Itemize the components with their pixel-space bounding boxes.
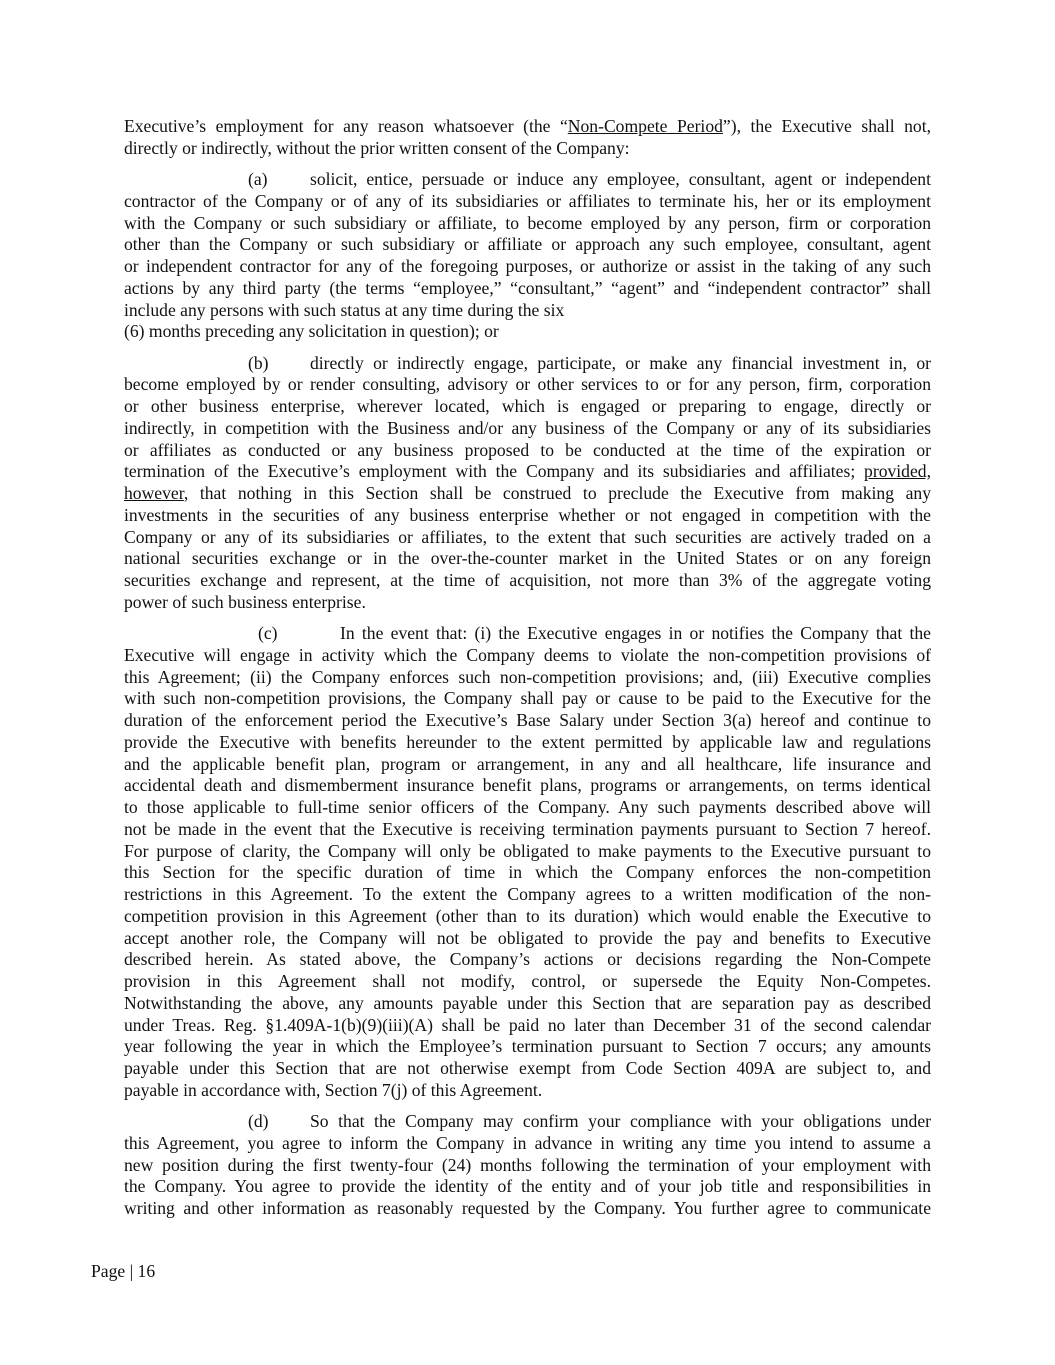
defined-term: however xyxy=(124,483,184,503)
text-run: indirectly, in competition with the Business and/or any business of the Company or any of its subsidiaries xyxy=(124,417,931,438)
text-line xyxy=(124,213,931,235)
text-line xyxy=(124,527,931,549)
text-run: directly or indirectly, without the prior written consent of the Company: xyxy=(124,137,630,158)
text-run: described herein. As stated above, the Company’s actions or decisions regarding the Non-Compete xyxy=(124,949,931,970)
text-line xyxy=(124,461,931,483)
text-run: or other business enterprise, wherever located, which is engaged or preparing to engage, directly or xyxy=(124,396,931,416)
text-run: and the applicable benefit plan, program or arrangement, in any and all healthcare, life insurance and xyxy=(124,753,931,774)
text-line xyxy=(124,592,931,614)
defined-term: Non-Compete Period xyxy=(567,116,723,136)
text-line xyxy=(124,623,931,645)
text-line xyxy=(124,1133,931,1155)
paragraph xyxy=(124,353,931,614)
text-run: investments in the securities of any business enterprise whether or not engaged in competition with the xyxy=(124,504,931,525)
text-run: year following the year in which the Employee’s termination pursuant to Section 7 occurs; any amounts xyxy=(124,1036,931,1057)
text-line xyxy=(124,819,931,841)
text-line xyxy=(124,754,931,776)
paragraph xyxy=(124,623,931,1102)
clause-label: (c) xyxy=(258,623,278,643)
text-line xyxy=(124,928,931,950)
document-body xyxy=(124,116,931,1229)
paragraph xyxy=(124,116,931,160)
text-line xyxy=(124,949,931,971)
text-run: , that nothing in this Section shall be construed to preclude the Executive from making any xyxy=(183,483,931,503)
text-run: competition provision in this Agreement (other than to its duration) which would enable the Executive to xyxy=(124,905,931,926)
text-line xyxy=(124,116,931,138)
text-line xyxy=(124,645,931,667)
text-run: solicit, entice, persuade or induce any employee, consultant, agent or independent xyxy=(310,169,931,189)
text-line xyxy=(124,1155,931,1177)
text-line xyxy=(124,1176,931,1198)
text-run: So that the Company may confirm your compliance with your obligations under xyxy=(310,1111,931,1131)
text-run: In the event that: (i) the Executive engages in or notifies the Company that the xyxy=(340,623,931,643)
text-run: contractor of the Company or of any of its subsidiaries or affiliates to terminate his, her or its employment xyxy=(124,190,931,211)
text-run: to those applicable to full-time senior officers of the Company. Any such payments described above will xyxy=(124,797,931,817)
text-line xyxy=(124,234,931,256)
text-line xyxy=(124,1111,931,1133)
text-run: include any persons with such status at any time during the six xyxy=(124,299,565,320)
text-line xyxy=(124,1080,931,1102)
text-run: not be made in the event that the Executive is receiving termination payments pursuant to Section 7 hereof. xyxy=(124,818,931,839)
text-line xyxy=(124,300,931,322)
text-run: (6) months preceding any solicitation in question); or xyxy=(124,321,499,342)
text-run: actions by any third party (the terms “employee,” “consultant,” “agent” and “independent contractor” shall xyxy=(124,277,931,298)
clause-label: (d) xyxy=(248,1111,269,1131)
text-run: ”), the Executive shall not, xyxy=(722,116,931,136)
paragraph xyxy=(124,169,931,343)
text-line xyxy=(124,374,931,396)
text-line xyxy=(124,732,931,754)
text-run: power of such business enterprise. xyxy=(124,591,366,612)
text-run: payable under this Section that are not otherwise exempt from Code Section 409A are subject to, and xyxy=(124,1058,931,1078)
text-run: become employed by or render consulting, advisory or other services to or for any person, firm, corporation xyxy=(124,374,931,395)
text-run: accidental death and dismemberment insurance benefit plans, programs or arrangements, on terms identical xyxy=(124,775,931,796)
text-line xyxy=(124,191,931,213)
text-line xyxy=(124,1015,931,1037)
paragraph xyxy=(124,1111,931,1220)
text-line xyxy=(124,688,931,710)
text-run: termination of the Executive’s employment with the Company and its subsidiaries and affiliates; xyxy=(124,461,865,482)
text-run: writing and other information as reasonably requested by the Company. You further agree to communicate xyxy=(124,1198,931,1218)
text-line xyxy=(124,1058,931,1080)
text-run: duration of the enforcement period the Executive’s Base Salary under Section 3(a) hereof and continue to xyxy=(124,710,931,730)
text-line xyxy=(124,667,931,689)
text-run: payable in accordance with, Section 7(j) of this Agreement. xyxy=(124,1079,543,1100)
text-line xyxy=(124,570,931,592)
text-line xyxy=(124,548,931,570)
text-run: under Treas. Reg. §1.409A-1(b)(9)(iii)(A) shall be paid no later than December 31 of the second calendar xyxy=(124,1014,931,1035)
text-line xyxy=(124,440,931,462)
defined-term: provided, xyxy=(864,461,931,482)
text-line xyxy=(124,1036,931,1058)
text-line xyxy=(124,797,931,819)
text-run: with the Company or such subsidiary or affiliate, to become employed by any person, firm or corporation xyxy=(124,212,931,233)
page-number: Page | 16 xyxy=(91,1261,156,1281)
text-line xyxy=(124,841,931,863)
text-run: restrictions in this Agreement. To the extent the Company agrees to a written modification of the non- xyxy=(124,884,931,904)
text-run: Notwithstanding the above, any amounts payable under this Section that are separation pay as described xyxy=(124,992,931,1013)
text-line xyxy=(124,993,931,1015)
text-run: Executive will engage in activity which the Company deems to violate the non-competition provisions of xyxy=(124,644,931,665)
text-run: Company or any of its subsidiaries or affiliates, to the extent that such securities are actively traded on a xyxy=(124,526,931,547)
clause-label: (a) xyxy=(248,169,268,189)
text-line xyxy=(124,321,931,343)
text-line xyxy=(124,138,931,160)
text-line xyxy=(124,971,931,993)
text-line xyxy=(124,906,931,928)
text-line xyxy=(124,278,931,300)
text-line xyxy=(124,396,931,418)
text-line xyxy=(124,505,931,527)
text-run: or affiliates as conducted or any business proposed to be conducted at the time of the expiration or xyxy=(124,439,931,460)
text-run: provision in this Agreement shall not modify, control, or supersede the Equity Non-Competes. xyxy=(124,971,931,991)
text-line xyxy=(124,775,931,797)
text-line xyxy=(124,710,931,732)
text-line xyxy=(124,256,931,278)
text-run: this Section for the specific duration of time in which the Company enforces the non-competition xyxy=(124,862,931,883)
text-run: directly or indirectly engage, participate, or make any financial investment in, or xyxy=(310,352,931,373)
text-run: the Company. You agree to provide the identity of the entity and of your job title and responsibilities in xyxy=(124,1176,931,1197)
text-run: accept another role, the Company will not be obligated to provide the pay and benefits to Executive xyxy=(124,927,931,948)
text-line xyxy=(124,884,931,906)
text-run: with such non-competition provisions, the Company shall pay or cause to be paid to the Executive for the xyxy=(124,688,931,709)
text-line xyxy=(124,483,931,505)
text-run: For purpose of clarity, the Company will only be obligated to make payments to the Executive pursuant to xyxy=(124,840,931,861)
text-run: new position during the first twenty-four (24) months following the termination of your employment with xyxy=(124,1154,931,1175)
text-line xyxy=(124,1198,931,1220)
text-run: securities exchange and represent, at the time of acquisition, not more than 3% of the aggregate voting xyxy=(124,570,931,590)
text-run: national securities exchange or in the over-the-counter market in the United States or on any foreign xyxy=(124,548,931,569)
text-line xyxy=(124,169,931,191)
text-run: other than the Company or such subsidiary or affiliate or approach any such employee, consultant, agent xyxy=(124,234,931,255)
clause-label: (b) xyxy=(248,352,269,373)
text-run: this Agreement, you agree to inform the Company in advance in writing any time you intend to assume a xyxy=(124,1132,931,1153)
text-run: provide the Executive with benefits hereunder to the extent permitted by applicable law and regulations xyxy=(124,731,931,752)
text-run: this Agreement; (ii) the Company enforces such non-competition provisions; and, (iii) Executive complies xyxy=(124,666,931,687)
text-line xyxy=(124,418,931,440)
text-run: or independent contractor for any of the foregoing purposes, or authorize or assist in the taking of any such xyxy=(124,256,931,276)
text-line xyxy=(124,862,931,884)
text-run: Executive’s employment for any reason whatsoever (the “ xyxy=(124,116,568,136)
text-line xyxy=(124,353,931,375)
